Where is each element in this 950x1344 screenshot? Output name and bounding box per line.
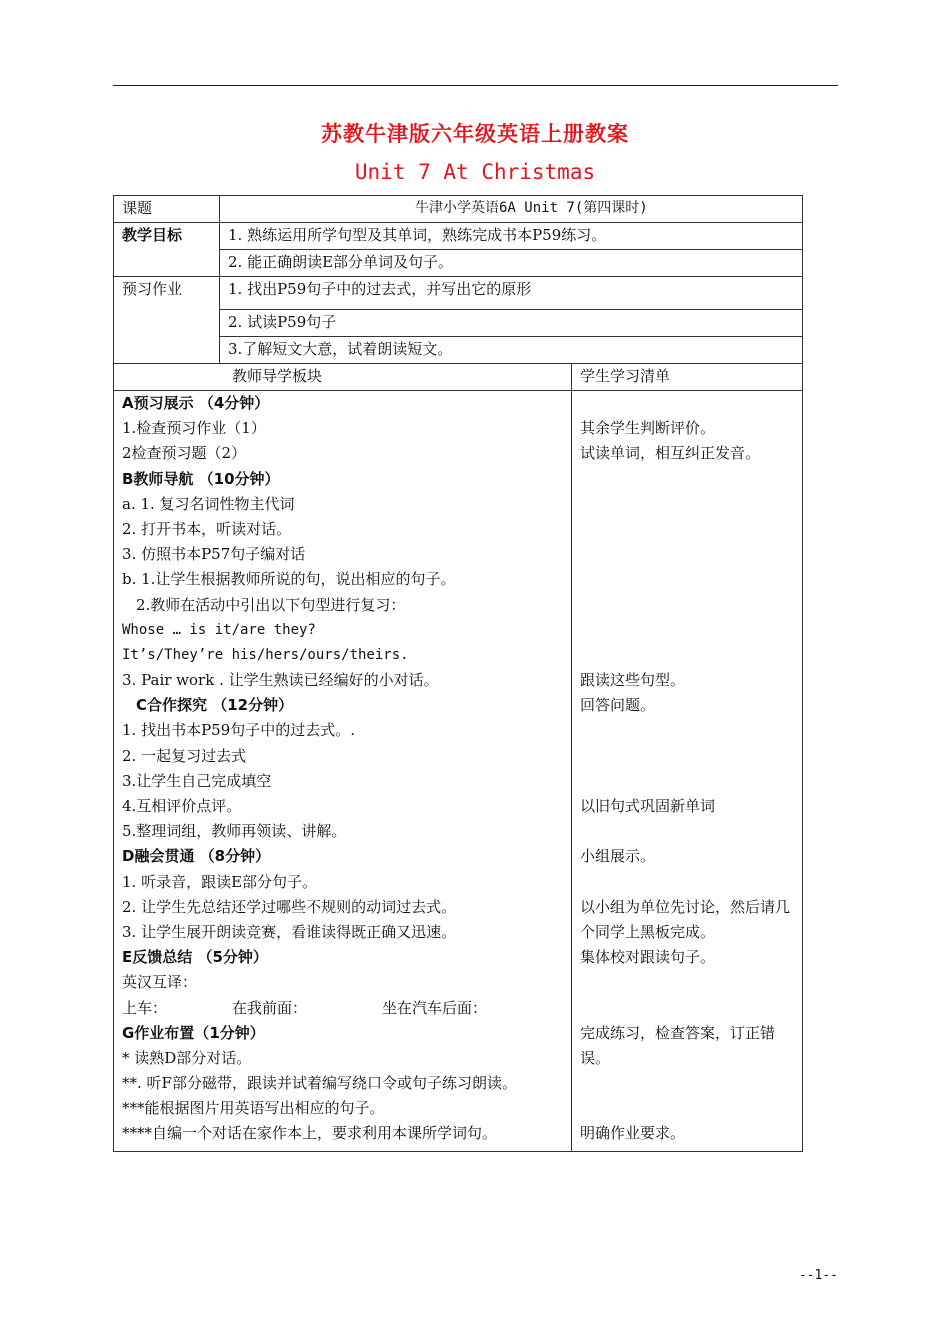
translation-row (122, 996, 563, 1021)
preview-label: 预习作业 (114, 277, 220, 364)
teacher-line: 3.让学生自己完成填空 (122, 771, 272, 790)
unit-title: Unit 7 At Christmas (354, 160, 596, 184)
section-c-heading: C合作探究 （12分钟） (136, 696, 294, 715)
teacher-line: 4.互相评价点评。 (122, 797, 242, 815)
teacher-line: 2.教师在活动中引出以下句型进行复习： (136, 595, 406, 614)
document-title: 苏教牛津版六年级英语上册教案 (321, 122, 629, 146)
section-e-heading: E反馈总结 （5分钟） (122, 948, 268, 967)
objective-item: 2. 能正确朗读E部分单词及句子。 (220, 250, 803, 277)
student-line: 以小组为单位先讨论，然后请几个同学上黑板完成。 (580, 897, 791, 941)
teacher-line: **. 听F部分磁带，跟读并试着编写绕口令或句子练习朗读。 (122, 1074, 517, 1093)
student-line: 其余学生判断评价。 (580, 419, 716, 438)
student-line: 以旧句式巩固新单词 (580, 797, 716, 815)
teacher-line: 3. 让学生展开朗读竞赛，看谁读得既正确又迅速。 (122, 922, 457, 941)
preview-item: 2. 试读P59句子 (220, 310, 803, 337)
teacher-line: 2. 一起复习过去式 (122, 746, 247, 765)
teacher-line: 英汉互译： (122, 973, 198, 992)
teacher-guide-column (114, 391, 572, 1152)
lesson-plan-table (113, 195, 803, 1152)
section-a-heading: A预习展示 （4分钟） (122, 394, 270, 412)
column-header-row (114, 364, 803, 391)
student-line: 完成练习，检查答案，订正错误。 (580, 1023, 776, 1067)
translation-item: 在我前面： (232, 998, 308, 1017)
topic-label: 课题 (114, 196, 220, 223)
preview-row-1 (114, 277, 803, 310)
teacher-line: Whose … is it/are they? (122, 621, 316, 638)
teacher-line: * 读熟D部分对话。 (122, 1048, 252, 1067)
teacher-line: a. 1. 复习名词性物主代词 (122, 494, 295, 513)
teacher-line: 2. 让学生先总结还学过哪些不规则的动词过去式。 (122, 897, 457, 916)
student-line: 跟读这些句型。 (580, 671, 686, 690)
student-line: 明确作业要求。 (580, 1124, 686, 1143)
section-g-heading: G作业布置（1分钟） (122, 1023, 265, 1042)
teacher-line: 5.整理词组，教师再领读、讲解。 (122, 822, 347, 841)
objectives-label: 教学目标 (114, 223, 220, 277)
teacher-line: 1. 听录音，跟读E部分句子。 (122, 872, 318, 891)
teacher-line: b. 1.让学生根据教师所说的句，说出相应的句子。 (122, 570, 456, 589)
section-d-heading: D融会贯通 （8分钟） (122, 847, 271, 866)
translation-item: 坐在汽车后面： (382, 998, 488, 1017)
preview-item: 1. 找出P59句子中的过去式，并写出它的原形 (220, 277, 803, 310)
teacher-line: 2. 打开书本，听读对话。 (122, 519, 292, 538)
student-checklist-column (572, 391, 803, 1152)
teacher-line: ****自编一个对话在家作本上，要求利用本课所学词句。 (122, 1124, 498, 1143)
student-column-header: 学生学习清单 (572, 364, 803, 391)
header-rule (113, 85, 838, 86)
teacher-line: 1.检查预习作业（1） (122, 419, 266, 438)
teacher-line: 1. 找出书本P59句子中的过去式。. (122, 721, 356, 740)
topic-value: 牛津小学英语6A Unit 7(第四课时) (220, 196, 803, 223)
teacher-line: It’s/They’re his/hers/ours/theirs. (122, 646, 409, 663)
teacher-line: 3. 仿照书本P57句子编对话 (122, 545, 306, 564)
teacher-line: 3. Pair work . 让学生熟读已经编好的小对话。 (122, 671, 439, 690)
student-line: 小组展示。 (580, 847, 656, 866)
topic-row (114, 196, 803, 223)
objective-row-1 (114, 223, 803, 250)
section-b-heading: B教师导航 （10分钟） (122, 469, 280, 488)
student-line: 试读单词，相互纠正发音。 (580, 444, 761, 463)
translation-item: 上车： (122, 998, 168, 1017)
preview-item: 3.了解短文大意，试着朗读短文。 (220, 337, 803, 364)
student-line: 回答问题。 (580, 696, 656, 715)
teacher-column-header: 教师导学板块 (114, 364, 572, 391)
page-number: --1-- (798, 1268, 838, 1283)
teacher-line: 2检查预习题（2） (122, 444, 247, 463)
objective-item: 1. 熟练运用所学句型及其单词，熟练完成书本P59练习。 (220, 223, 803, 250)
content-row (114, 391, 803, 1152)
teacher-line: ***能根据图片用英语写出相应的句子。 (122, 1099, 385, 1118)
student-line: 集体校对跟读句子。 (580, 948, 716, 967)
